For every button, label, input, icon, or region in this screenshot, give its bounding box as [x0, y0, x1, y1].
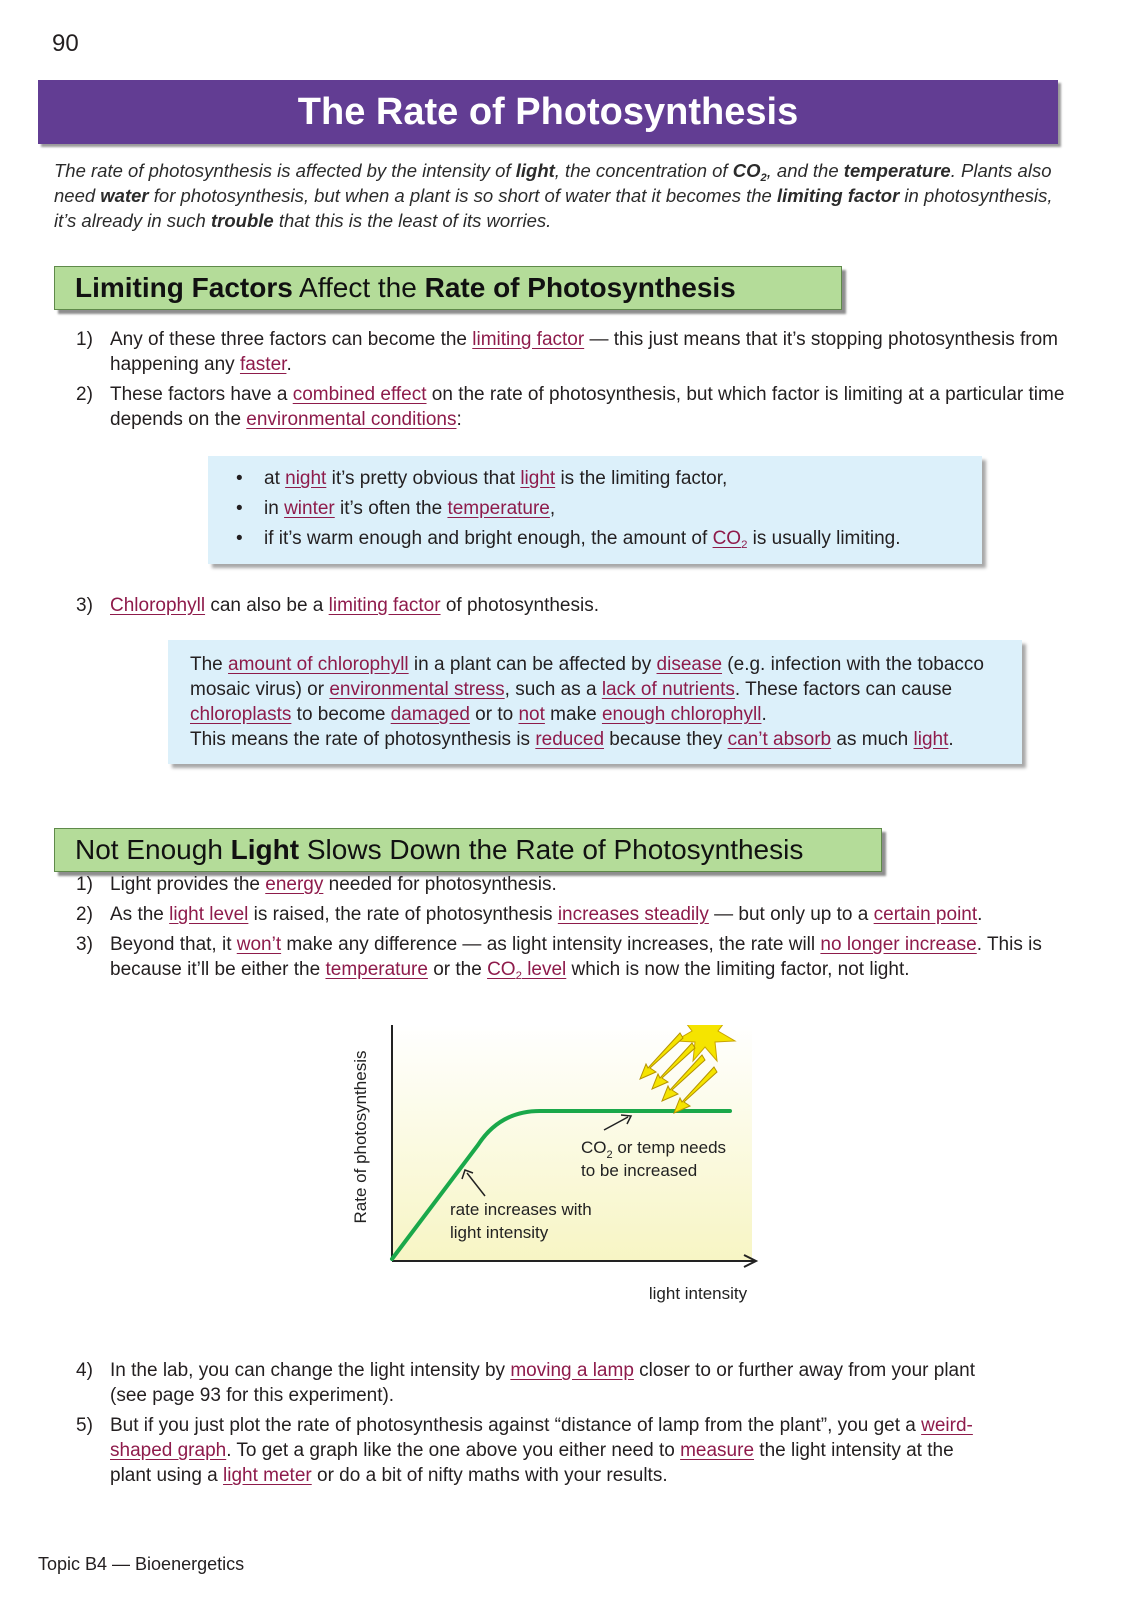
list-item: 2) These factors have a combined effect on the rate of photosynthesis, but which factor is limiting at a particular time depends on the environmental conditions: — [76, 384, 1065, 430]
annotation-rate-increases: rate increases with light intensity — [450, 1200, 592, 1242]
light-list — [76, 872, 1076, 987]
page-title-text: The Rate of Photosynthesis — [297, 90, 799, 133]
annotation-co2-or-temp: $CO_2$ or temp needs to be increased — [581, 1138, 727, 1180]
page-title — [38, 80, 1058, 144]
bullet-item: • at night it’s pretty obvious that light is the limiting factor, — [264, 466, 982, 491]
intro-paragraph: The rate of photosynthesis is affected by the intensity of light, the concentration of $CO_2$, and the temperature. Plants also need water for photosynthesis, but when a plant is so short of water that it becomes the limiting factor in photosynthesis, it’s already in such trouble that this is the least of its worries. — [54, 160, 1053, 231]
x-axis-label: light intensity — [648, 1284, 748, 1303]
page-number: 90 — [52, 30, 79, 57]
section-header-limiting-factors: Limiting Factors Affect the Rate of Photosynthesis — [54, 266, 842, 310]
bullet-item: • if it’s warm enough and bright enough, the amount of $CO_2$ is usually limiting. — [264, 526, 982, 551]
bullet-item: • in winter it’s often the temperature, — [264, 496, 982, 521]
limiting-factors-list — [76, 327, 1076, 437]
list-item: 3) Chlorophyll can also be a limiting factor of photosynthesis. — [76, 595, 599, 616]
y-axis-label: Rate of photosynthesis — [351, 1050, 370, 1224]
chlorophyll-list — [76, 593, 1076, 623]
list-item: 1) Any of these three factors can become the limiting factor — this just means that it’s stopping photosynthesis from happening any faster. — [76, 329, 1059, 375]
chlorophyll-info-box: The amount of chlorophyll in a plant can be affected by disease (e.g. infection with the tobacco mosaic virus) or environmental stress, such as a lack of nutrients. These factors can cause chloroplasts to become damaged or to not make enough chlorophyll. This means the rate of photosynthesis is reduced because they can’t absorb as much light. — [168, 640, 1022, 764]
conditions-bullet-box — [208, 456, 982, 564]
page-footer: Topic B4 — Bioenergetics — [38, 1554, 245, 1574]
list-item: 3) Beyond that, it won’t make any difference — as light intensity increases, the rate will no longer increase. This is because it’ll be either the temperature or the $CO_2$ level which is now the limiting factor, not light. — [76, 934, 1042, 982]
list-item: 2) As the light level is raised, the rate of photosynthesis increases steadily — but only up to a certain point. — [76, 904, 983, 925]
list-item: 5) But if you just plot the rate of photosynthesis against “distance of lamp from the plant”, you get a weird-shaped graph. To get a graph like the one above you either need to measure the light intensity at the plant using a light meter or do a bit of nifty maths with your results. — [76, 1415, 973, 1486]
list-item: 4) In the lab, you can change the light intensity by moving a lamp closer to or further away from your plant (see page 93 for this experiment). — [76, 1360, 975, 1406]
section-header-light: Not Enough Light Slows Down the Rate of Photosynthesis — [54, 828, 882, 872]
lab-list — [76, 1358, 976, 1493]
light-intensity-graph — [340, 1025, 800, 1345]
list-item: 1) Light provides the energy needed for photosynthesis. — [76, 874, 557, 895]
